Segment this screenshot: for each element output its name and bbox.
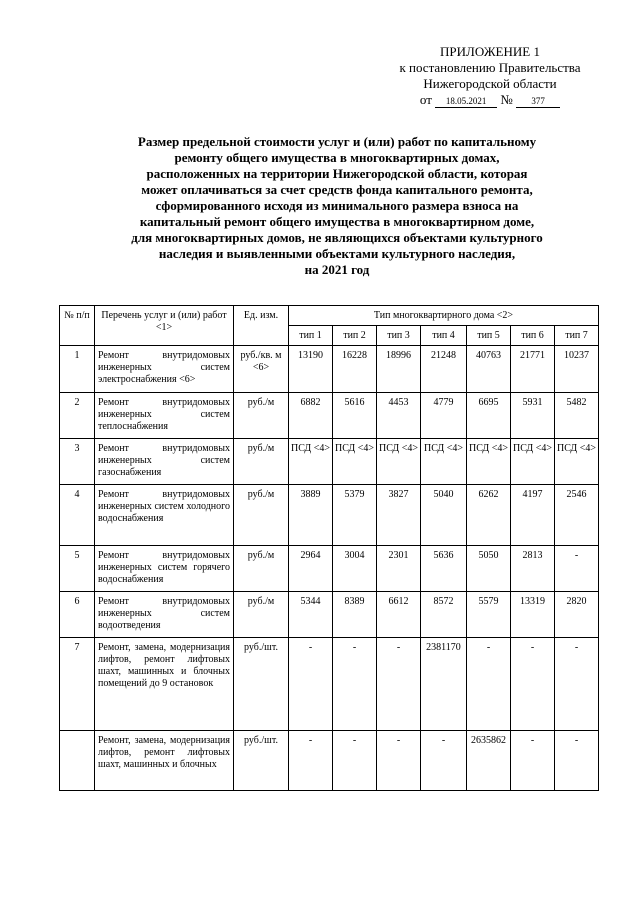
title-line: Размер предельной стоимости услуг и (или) работ по капитальному xyxy=(137,134,537,149)
service-name: Ремонт внутридомовых инженерных систем холодного водоснабжения xyxy=(95,485,234,546)
service-name: Ремонт внутридомовых инженерных систем горячего водоснабжения xyxy=(95,546,234,592)
value-cell: 8389 xyxy=(333,592,377,638)
header-type-7: тип 7 xyxy=(555,326,599,346)
value-cell: 4453 xyxy=(377,393,421,439)
value-cell: 21248 xyxy=(421,346,467,393)
value-cell: - xyxy=(421,731,467,791)
value-cell: 3827 xyxy=(377,485,421,546)
value-cell: - xyxy=(555,731,599,791)
value-cell: 21771 xyxy=(511,346,555,393)
number-sign: № xyxy=(500,92,513,107)
unit-cell: руб./шт. xyxy=(234,638,289,731)
value-cell: 4197 xyxy=(511,485,555,546)
row-number xyxy=(60,731,95,791)
service-name: Ремонт внутридомовых инженерных систем электроснабжения <6> xyxy=(95,346,234,393)
value-cell: 5636 xyxy=(421,546,467,592)
unit-cell: руб./м xyxy=(234,546,289,592)
value-cell: 6612 xyxy=(377,592,421,638)
value-cell: 5379 xyxy=(333,485,377,546)
appendix-header xyxy=(360,44,620,108)
value-cell: 2813 xyxy=(511,546,555,592)
value-cell: 2964 xyxy=(289,546,333,592)
value-cell: 2301 xyxy=(377,546,421,592)
row-number: 5 xyxy=(60,546,95,592)
header-type-1: тип 1 xyxy=(289,326,333,346)
table-row xyxy=(60,546,599,592)
row-number: 2 xyxy=(60,393,95,439)
value-cell: ПСД <4> xyxy=(511,439,555,485)
value-cell: 8572 xyxy=(421,592,467,638)
value-cell: - xyxy=(511,638,555,731)
document-title xyxy=(84,134,590,278)
row-number: 3 xyxy=(60,439,95,485)
table-header-row xyxy=(60,306,599,326)
unit-cell: руб./м xyxy=(234,485,289,546)
value-cell: 5040 xyxy=(421,485,467,546)
value-cell: ПСД <4> xyxy=(555,439,599,485)
value-cell: - xyxy=(289,731,333,791)
service-name: Ремонт, замена, модернизация лифтов, ремонт лифтовых шахт, машинных и блочных xyxy=(95,731,234,791)
service-name: Ремонт внутридомовых инженерных систем газоснабжения xyxy=(95,439,234,485)
date-prefix: от xyxy=(419,92,432,107)
value-cell: 6262 xyxy=(467,485,511,546)
value-cell: - xyxy=(377,731,421,791)
table-row xyxy=(60,638,599,731)
value-cell: 2635862 xyxy=(467,731,511,791)
title-line: на 2021 год xyxy=(304,262,370,277)
value-cell: - xyxy=(511,731,555,791)
appendix-date-line xyxy=(360,92,620,108)
value-cell: - xyxy=(555,546,599,592)
table-row xyxy=(60,592,599,638)
row-number: 4 xyxy=(60,485,95,546)
resolution-number: 377 xyxy=(516,95,560,108)
value-cell: 6882 xyxy=(289,393,333,439)
table-row xyxy=(60,731,599,791)
title-line: для многоквартирных домов, не являющихся объектами культурного xyxy=(131,230,543,245)
service-name: Ремонт внутридомовых инженерных систем водоотведения xyxy=(95,592,234,638)
header-unit: Ед. изм. xyxy=(234,306,289,346)
header-type-2: тип 2 xyxy=(333,326,377,346)
title-line: сформированного исходя из минимального размера взноса на xyxy=(155,198,519,213)
value-cell: ПСД <4> xyxy=(377,439,421,485)
title-line: расположенных на территории Нижегородской области, которая xyxy=(146,166,528,181)
table-body xyxy=(60,346,599,791)
value-cell: 3889 xyxy=(289,485,333,546)
value-cell: - xyxy=(333,638,377,731)
value-cell: - xyxy=(467,638,511,731)
title-line: может оплачиваться за счет средств фонда капитального ремонта, xyxy=(141,182,533,197)
appendix-title: ПРИЛОЖЕНИЕ 1 xyxy=(440,44,540,59)
row-number: 6 xyxy=(60,592,95,638)
value-cell: 6695 xyxy=(467,393,511,439)
value-cell: 5579 xyxy=(467,592,511,638)
table-row xyxy=(60,485,599,546)
unit-cell: руб./м xyxy=(234,592,289,638)
title-line: наследия и выявленными объектами культурного наследия, xyxy=(158,246,516,261)
value-cell: ПСД <4> xyxy=(289,439,333,485)
value-cell: 13190 xyxy=(289,346,333,393)
value-cell: 40763 xyxy=(467,346,511,393)
value-cell: 5050 xyxy=(467,546,511,592)
title-line: ремонту общего имущества в многоквартирных домах, xyxy=(174,150,500,165)
value-cell: - xyxy=(333,731,377,791)
value-cell: 18996 xyxy=(377,346,421,393)
header-no: № п/п xyxy=(60,306,95,346)
value-cell: - xyxy=(377,638,421,731)
value-cell: 5616 xyxy=(333,393,377,439)
header-type-6: тип 6 xyxy=(511,326,555,346)
table-row xyxy=(60,346,599,393)
appendix-line-2: к постановлению Правительства xyxy=(399,60,581,75)
service-name: Ремонт внутридомовых инженерных систем теплоснабжения xyxy=(95,393,234,439)
value-cell: 3004 xyxy=(333,546,377,592)
value-cell: - xyxy=(289,638,333,731)
value-cell: ПСД <4> xyxy=(333,439,377,485)
header-type-4: тип 4 xyxy=(421,326,467,346)
row-number: 7 xyxy=(60,638,95,731)
value-cell: ПСД <4> xyxy=(421,439,467,485)
title-line: капитальный ремонт общего имущества в многоквартирном доме, xyxy=(139,214,535,229)
value-cell: 10237 xyxy=(555,346,599,393)
value-cell: 5482 xyxy=(555,393,599,439)
value-cell: 2546 xyxy=(555,485,599,546)
price-table xyxy=(59,305,599,791)
unit-cell: руб./кв. м <6> xyxy=(234,346,289,393)
header-house-type: Тип многоквартирного дома <2> xyxy=(289,306,599,326)
value-cell: 5931 xyxy=(511,393,555,439)
unit-cell: руб./шт. xyxy=(234,731,289,791)
service-name: Ремонт, замена, модернизация лифтов, ремонт лифтовых шахт, машинных и блочных помещений до 9 остановок xyxy=(95,638,234,731)
value-cell: 5344 xyxy=(289,592,333,638)
resolution-date: 18.05.2021 xyxy=(435,95,497,108)
value-cell: 2381170 xyxy=(421,638,467,731)
value-cell: 2820 xyxy=(555,592,599,638)
header-services: Перечень услуг и (или) работ <1> xyxy=(95,306,234,346)
table-row xyxy=(60,393,599,439)
value-cell: 13319 xyxy=(511,592,555,638)
row-number: 1 xyxy=(60,346,95,393)
value-cell: ПСД <4> xyxy=(467,439,511,485)
header-type-3: тип 3 xyxy=(377,326,421,346)
value-cell: 4779 xyxy=(421,393,467,439)
appendix-line-3: Нижегородской области xyxy=(423,76,557,91)
unit-cell: руб./м xyxy=(234,393,289,439)
unit-cell: руб./м xyxy=(234,439,289,485)
value-cell: - xyxy=(555,638,599,731)
table-row xyxy=(60,439,599,485)
header-type-5: тип 5 xyxy=(467,326,511,346)
value-cell: 16228 xyxy=(333,346,377,393)
